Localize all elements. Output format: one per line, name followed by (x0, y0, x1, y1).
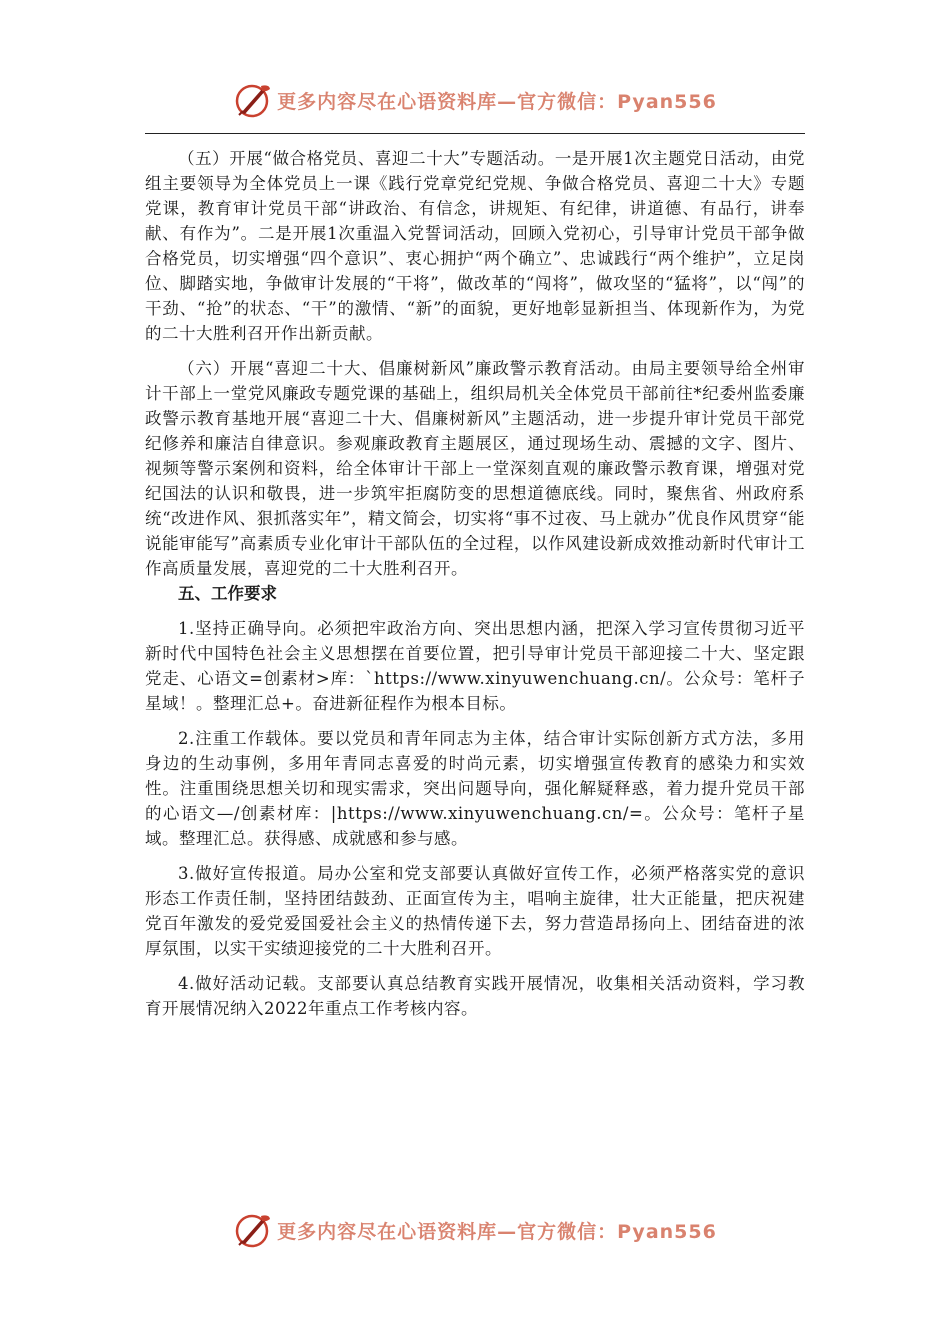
paragraph-activity-6: （六）开展“喜迎二十大、倡廉树新风”廉政警示教育活动。由局主要领导给全州审计干部上一堂党风廉政专题党课的基础上，组织局机关全体党员干部前往*纪委州监委廉政警示教育基地开展“喜迎二十大、倡廉树新风”主题活动，进一步提升审计党员干部党纪修养和廉洁自律意识。参观廉政教育主题展区，通过现场生动、震撼的文字、图片、视频等警示案例和资料，给全体审计干部上一堂深刻直观的廉政警示教育课，增强对党纪国法的认识和敬畏，进一步筑牢拒腐防变的思想道德底线。同时，聚焦省、州政府系统“改进作风、狠抓落实年”，精文简会，切实将“事不过夜、马上就办”优良作风贯穿“能说能审能写”高素质专业化审计干部队伍的全过程，以作风建设新成效推动新时代审计工作高质量发展，喜迎党的二十大胜利召开。 (145, 359, 805, 578)
header-banner (0, 78, 950, 122)
quill-pen-in-circle-icon (233, 1210, 273, 1250)
paragraph-requirement-4: 4.做好活动记载。支部要认真总结教育实践开展情况，收集相关活动资料，学习教育开展情况纳入2022年重点工作考核内容。 (145, 974, 805, 1018)
paragraph-requirement-2: 2.注重工作载体。要以党员和青年同志为主体，结合审计实际创新方式方法，多用身边的生动事例，多用年青同志喜爱的时尚元素，切实增强宣传教育的感染力和实效性。注重围绕思想关切和现实需求，突出问题导向，强化解疑释惑，着力提升党员干部的心语文—/创素材库：|https://www.xinyuwenchuang.cn/=。公众号：笔杆子星域。整理汇总。获得感、成就感和参与感。 (145, 729, 805, 848)
header-banner-text: 更多内容尽在心语资料库—官方微信：Pyan556 (277, 90, 717, 113)
paragraph-requirement-1: 1.坚持正确导向。必须把牢政治方向、突出思想内涵，把深入学习宣传贯彻习近平新时代中国特色社会主义思想摆在首要位置，把引导审计党员干部迎接二十大、坚定跟党走、心语文=创素材>库：`https://www.xinyuwenchuang.cn/。公众号：笔杆子星域！。整理汇总+。奋进新征程作为根本目标。 (145, 619, 805, 713)
quill-pen-in-circle-icon (233, 80, 273, 120)
header-divider (145, 133, 805, 134)
footer-banner (0, 1208, 950, 1252)
paragraph-requirement-3: 3.做好宣传报道。局办公室和党支部要认真做好宣传工作，必须严格落实党的意识形态工作责任制，坚持团结鼓劲、正面宣传为主，唱响主旋律，壮大正能量，把庆祝建党百年激发的爱党爱国爱社会主义的热情传递下去，努力营造昂扬向上、团结奋进的浓厚氛围，以实干实绩迎接党的二十大胜利召开。 (145, 864, 805, 958)
paragraph-activity-5: （五）开展“做合格党员、喜迎二十大”专题活动。一是开展1次主题党日活动，由党组主要领导为全体党员上一课《践行党章党纪党规、争做合格党员、喜迎二十大》专题党课，教育审计党员干部“讲政治、有信念，讲规矩、有纪律，讲道德、有品行，讲奉献、有作为”。二是开展1次重温入党誓词活动，回顾入党初心，引导审计党员干部争做合格党员，切实增强“四个意识”、衷心拥护“两个确立”、忠诚践行“两个维护”，立足岗位、脚踏实地，争做审计发展的“干将”，做改革的“闯将”，做攻坚的“猛将”，以“闯”的干劲、“抢”的状态、“干”的激情、“新”的面貌，更好地彰显新担当、体现新作为，为党的二十大胜利召开作出新贡献。 (145, 149, 805, 343)
section-heading-work-requirements: 五、工作要求 (178, 584, 277, 603)
footer-banner-text: 更多内容尽在心语资料库—官方微信：Pyan556 (277, 1220, 717, 1243)
document-body (145, 146, 805, 1021)
